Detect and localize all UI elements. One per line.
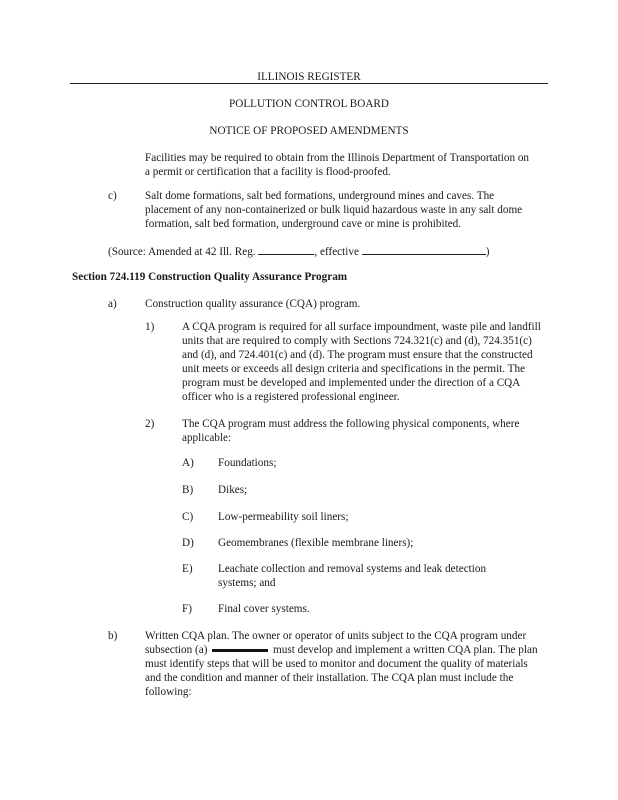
item-a-text: Construction quality assurance (CQA) program. [145,298,361,310]
component-d-label: D) [182,537,194,549]
item-b-label: b) [108,630,118,642]
item-a1-text: A CQA program is required for all surface impoundment, waste pile and landfill units that are required to comply with Sections 724.321(c) and (d), 724.351(c) and (d), and 724.401(c) and (d). The program must ensure that the constructed unit meets or exceeds all design criteria and specifications in the permit. The program must be developed and implemented under the direction of a CQA officer who is a registered professional engineer. [182,321,541,403]
source-middle: , effective [314,246,359,258]
component-b-text: Dikes; [218,484,248,496]
item-c-text: Salt dome formations, salt bed formations, underground mines and caves. The placement of any non-containerized or bulk liquid hazardous waste in any salt dome formation, salt bed formation, underground cave or mine is prohibited. [145,190,523,230]
source-suffix: ) [485,246,490,258]
source-prefix: (Source: Amended at 42 Ill. Reg. [108,246,256,258]
item-b-text-before: Written CQA plan. The owner or operator of units subject to the CQA program under subsection (a) [145,630,527,656]
component-d-text: Geomembranes (flexible membrane liners); [218,537,414,549]
item-a2-text: The CQA program must address the following physical components, where applicable: [182,418,520,444]
component-e-label: E) [182,563,193,575]
section-heading: Section 724.119 Construction Quality Assurance Program [72,271,348,283]
component-c-label: C) [182,511,194,523]
component-f-text: Final cover systems. [218,603,310,615]
redaction-mark [212,649,268,652]
source-effective-blank [362,243,486,255]
source-reg-blank [258,243,314,255]
component-a-label: A) [182,457,194,469]
notice-title: NOTICE OF PROPOSED AMENDMENTS [209,125,409,137]
component-f-label: F) [182,603,192,615]
register-title: ILLINOIS REGISTER [257,71,361,83]
item-a1-label: 1) [145,321,155,333]
item-c-label: c) [108,190,117,202]
item-b-text-after: must develop and implement a written CQA plan. The plan must identify steps that will be used to monitor and document the quality of materials and the condition and manner of their installation. The CQA plan must include the following: [145,644,538,698]
source-line [108,243,548,259]
component-a-text: Foundations; [218,457,277,469]
item-b-text [145,629,543,699]
component-b-label: B) [182,484,194,496]
board-title: POLLUTION CONTROL BOARD [229,98,389,110]
item-a2-label: 2) [145,418,155,430]
header-rule [70,83,548,84]
component-e-text: Leachate collection and removal systems and leak detection systems; and [218,563,487,589]
item-a-label: a) [108,298,117,310]
intro-paragraph: Facilities may be required to obtain from the Illinois Department of Transportation on a permit or certification that a facility is flood-proofed. [145,152,530,178]
component-c-text: Low-permeability soil liners; [218,511,349,523]
